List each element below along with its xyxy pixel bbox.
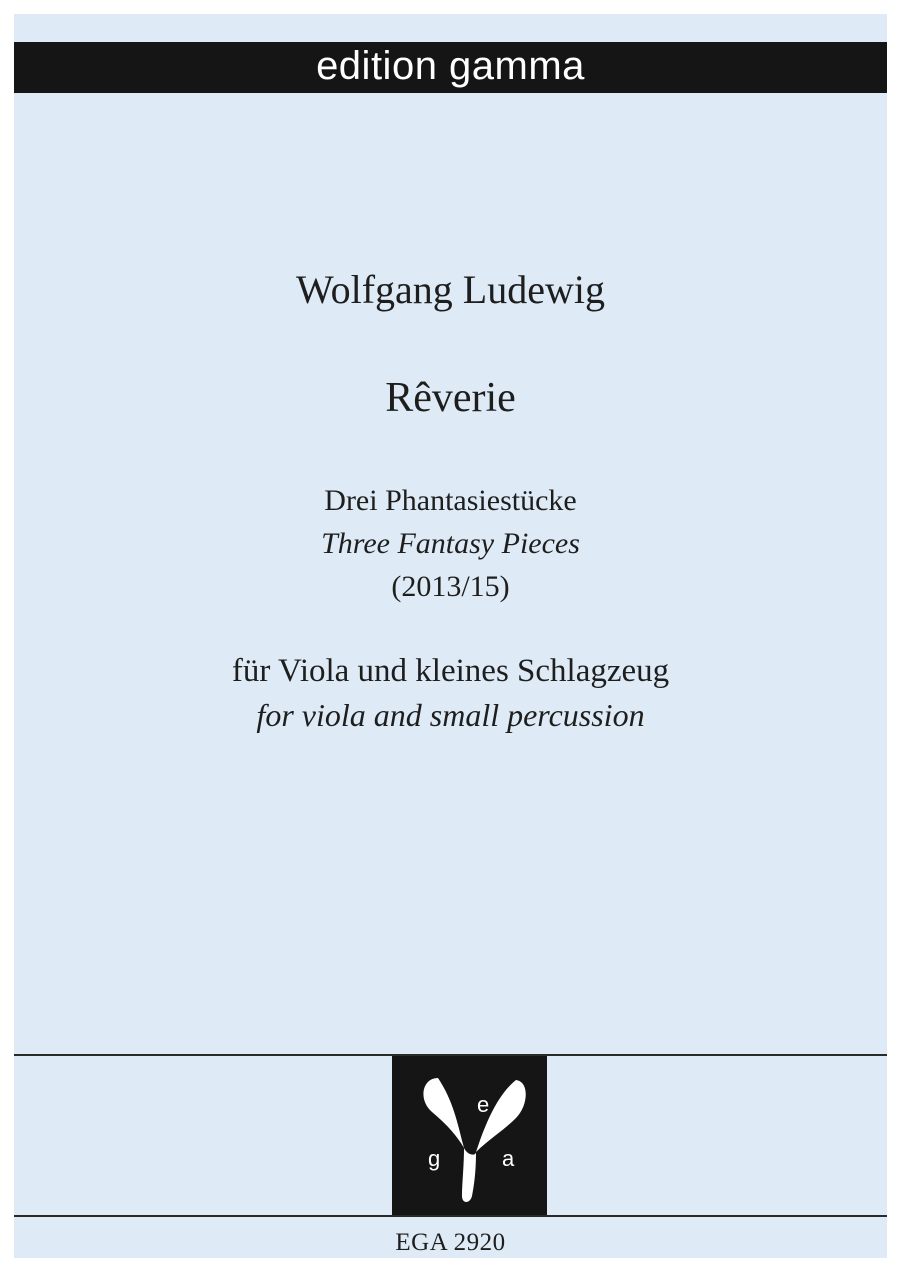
work-title: Rêverie <box>385 375 516 421</box>
divider-bottom <box>14 1215 887 1217</box>
publisher-name: edition gamma <box>316 43 585 88</box>
logo-letter-a: a <box>502 1146 515 1171</box>
score-cover <box>14 14 887 1258</box>
publisher-bar <box>14 42 887 93</box>
subtitle-english: Three Fantasy Pieces <box>321 527 580 560</box>
catalog-number: EGA 2920 <box>395 1229 506 1256</box>
logo-letter-g: g <box>428 1146 441 1171</box>
instrumentation-english: for viola and small percussion <box>256 697 645 733</box>
edition-gamma-logo-icon <box>392 1056 547 1215</box>
instrumentation-german: für Viola und kleines Schlagzeug <box>231 653 670 689</box>
composer-name: Wolfgang Ludewig <box>296 267 605 312</box>
gamma-symbol-icon <box>392 1056 547 1215</box>
subtitle-german: Drei Phantasiestücke <box>324 484 577 517</box>
logo-letter-e: e <box>477 1092 490 1117</box>
composition-years: (2013/15) <box>391 570 510 603</box>
